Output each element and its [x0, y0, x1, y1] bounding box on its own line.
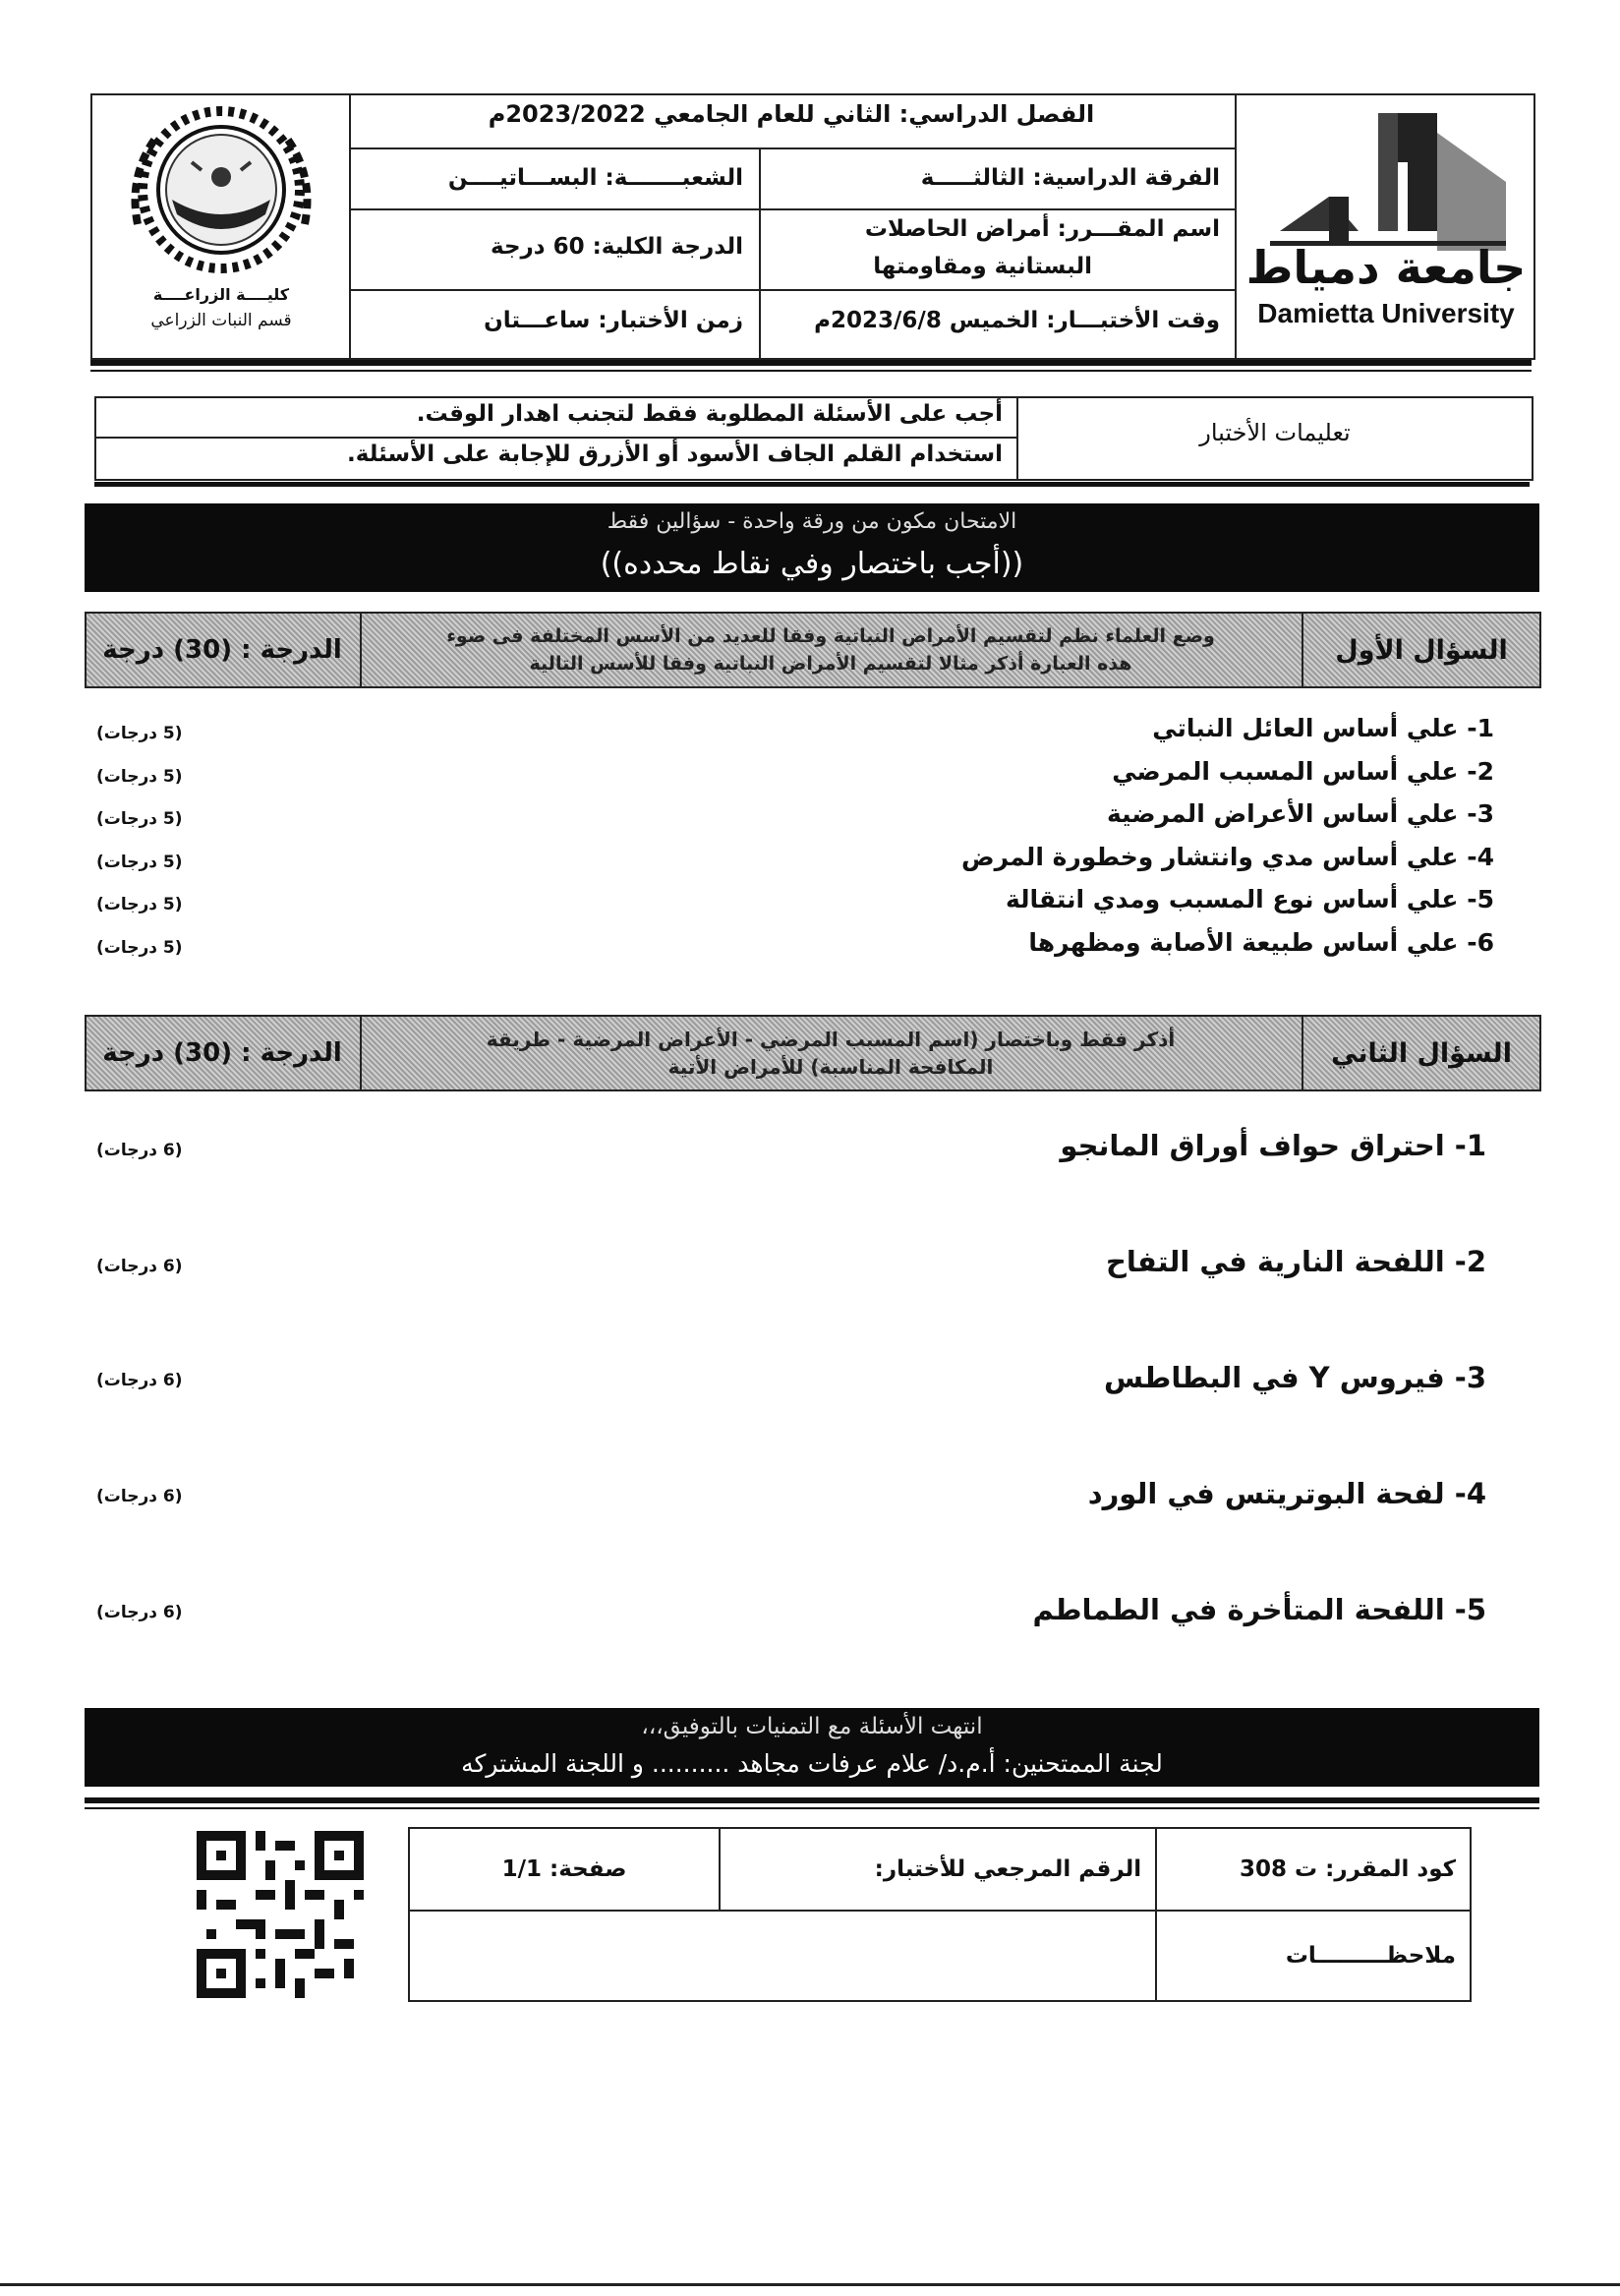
closing-line: انتهت الأسئلة مع التمنيات بالتوفيق،،، — [641, 1714, 983, 1739]
question-text-line: المكافحة المناسبة) للأمراض الأتية — [667, 1055, 994, 1079]
item-mark: (5 درجات) — [96, 724, 183, 743]
notes-value — [409, 1911, 1156, 2001]
item-mark: (6 درجات) — [96, 1257, 183, 1276]
notes-label: ملاحظـــــــــات — [1156, 1911, 1471, 2001]
list-item: 1- احتراق حواف أوراق المانجو — [1060, 1129, 1486, 1162]
divider — [85, 1807, 1539, 1809]
divider — [90, 360, 1532, 366]
question-text — [362, 614, 1300, 686]
qr-code-icon — [197, 1831, 364, 1998]
exam-notice-banner — [85, 503, 1539, 592]
question-header-bar — [85, 612, 1541, 688]
list-item: 3- فيروس Y في البطاطس — [1104, 1361, 1486, 1394]
course-name-label-cont — [772, 254, 1220, 279]
item-mark: (5 درجات) — [96, 853, 183, 872]
divider — [0, 2283, 1620, 2286]
question-label: السؤال الأول — [1335, 634, 1508, 666]
item-mark: (5 درجات) — [96, 895, 183, 914]
faculty-emblem-icon — [98, 106, 344, 283]
question-header-bar — [85, 1015, 1541, 1091]
course-name-label: اسم المقـــرر: أمراض الحاصلات — [864, 216, 1220, 242]
divider — [349, 289, 1237, 291]
list-item: 2- اللفحة النارية في التفاح — [1105, 1245, 1486, 1278]
course-name-line2: البستانية ومقاومتها — [873, 254, 1092, 279]
question-grade: الدرجة : (30) درجة — [102, 635, 342, 665]
division-label: الشعبـــــــة: البســـاتيــــن — [447, 165, 743, 191]
item-mark: (6 درجات) — [96, 1487, 183, 1506]
examiners-line: لجنة الممتحنين: أ.م.د/ علام عرفات مجاهد .......... و اللجنة المشتركه — [461, 1749, 1163, 1778]
exam-time-label: وقت الأختبـــار: الخميس 2023/6/8م — [814, 308, 1220, 333]
list-item: 2- علي أساس المسبب المرضي — [1112, 757, 1494, 786]
semester-label: الفصل الدراسي: الثاني للعام الجامعي 2023/2022م — [488, 100, 1095, 128]
instruction-line: استخدام القلم الجاف الأسود أو الأزرق للإجابة على الأسئلة. — [347, 442, 1003, 467]
instructions-label: تعليمات الأختبار — [1199, 419, 1351, 446]
list-item: 6- علي أساس طبيعة الأصابة ومظهرها — [1028, 928, 1494, 957]
total-grade-label: الدرجة الكلية: 60 درجة — [491, 234, 743, 260]
exam-duration-label: زمن الأختبار: ساعـــتان — [484, 308, 743, 333]
faculty-name: كليــــة الزراعــــة — [152, 285, 290, 304]
list-item: 5- علي أساس نوع المسبب ومدي انتقالة — [1005, 885, 1494, 913]
item-mark: (6 درجات) — [96, 1141, 183, 1160]
list-item: 5- اللفحة المتأخرة في الطماطم — [1032, 1593, 1486, 1626]
item-mark: (6 درجات) — [96, 1603, 183, 1622]
university-name-arabic: جامعة دمياط — [1245, 241, 1527, 294]
question-text-line: وضع العلماء نظم لتقسيم الأمراض النباتية وفقا للعديد من الأسس المختلفة فى ضوء — [446, 625, 1215, 647]
question-text — [362, 1017, 1300, 1089]
course-code: كود المقرر: ت 308 — [1156, 1828, 1471, 1911]
list-item: 4- لفحة البوتريتس في الورد — [1087, 1477, 1486, 1510]
divider — [349, 93, 351, 358]
university-name-english: Damietta University — [1257, 298, 1515, 328]
list-item: 3- علي أساس الأعراض المرضية — [1106, 799, 1494, 828]
level-label: الفرقة الدراسية: الثالثـــــة — [920, 165, 1220, 191]
exam-notice-line: ((أجب باختصار وفي نقاط محدده)) — [600, 547, 1024, 581]
item-mark: (6 درجات) — [96, 1371, 183, 1390]
exam-notice-line: الامتحان مكون من ورقة واحدة - سؤالين فقط — [607, 509, 1017, 534]
university-emblem-icon — [1241, 103, 1532, 329]
faculty-logo — [98, 106, 344, 342]
item-mark: (5 درجات) — [96, 767, 183, 787]
closing-banner — [85, 1708, 1539, 1787]
divider — [90, 370, 1532, 372]
divider — [94, 437, 1018, 439]
divider — [1235, 93, 1237, 358]
page-number: صفحة: 1/1 — [409, 1828, 720, 1911]
university-logo — [1241, 103, 1532, 329]
divider — [94, 482, 1530, 487]
divider — [85, 1797, 1539, 1803]
divider — [759, 147, 761, 358]
question-grade: الدرجة : (30) درجة — [102, 1038, 342, 1068]
list-item: 1- علي أساس العائل النباتي — [1152, 714, 1494, 742]
question-label: السؤال الثاني — [1331, 1037, 1512, 1069]
divider — [349, 147, 1237, 149]
qr-code-graphic — [197, 1831, 364, 1998]
divider — [360, 614, 362, 686]
divider — [349, 208, 1237, 210]
divider — [1302, 1017, 1303, 1089]
question-text-line: هذه العبارة أذكر مثالا لتقسيم الأمراض النباتية وفقا للأسس التالية — [529, 653, 1132, 675]
footer-table — [408, 1827, 1472, 2002]
instruction-line: أجب على الأسئلة المطلوبة فقط لتجنب اهدار الوقت. — [416, 401, 1003, 427]
item-mark: (5 درجات) — [96, 938, 183, 958]
list-item: 4- علي أساس مدي وانتشار وخطورة المرض — [960, 843, 1494, 871]
question-text-line: أذكر فقط وباختصار (اسم المسبب المرضي - الأعراض المرضية - طريقة — [486, 1028, 1176, 1051]
department-name: قسم النبات الزراعي — [150, 311, 292, 330]
reference-number: الرقم المرجعي للأختبار: — [720, 1828, 1156, 1911]
divider — [360, 1017, 362, 1089]
item-mark: (5 درجات) — [96, 809, 183, 829]
divider — [1302, 614, 1303, 686]
